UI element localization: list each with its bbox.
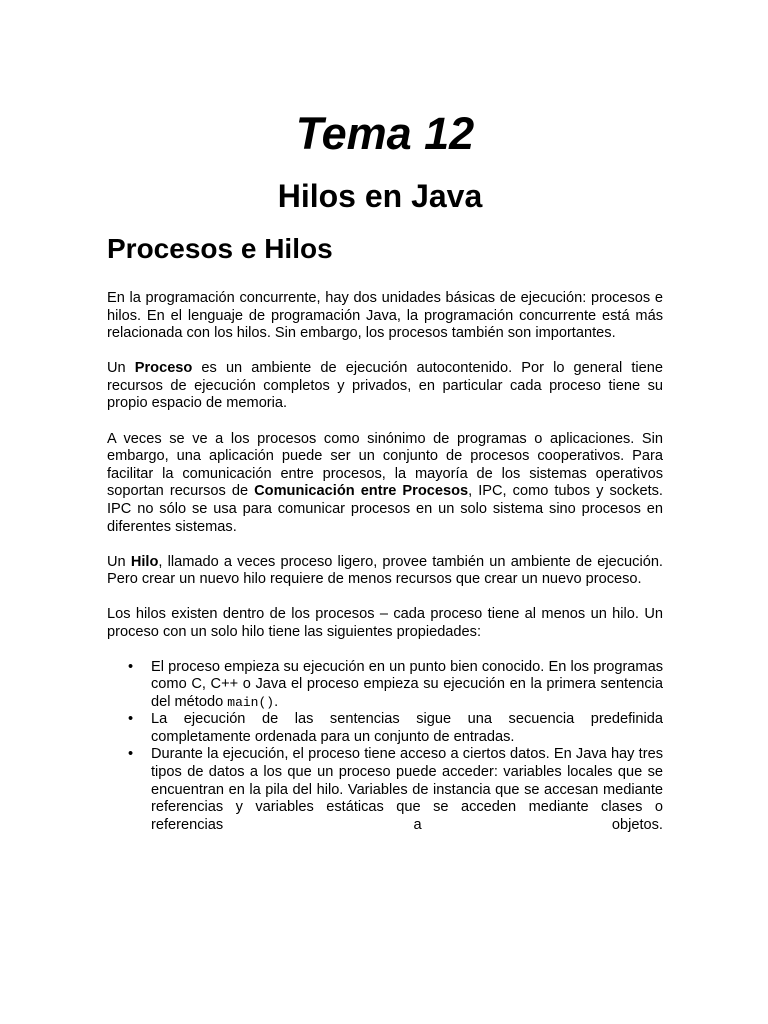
chapter-title: Tema 12 xyxy=(295,108,475,159)
paragraph-3 xyxy=(107,431,663,537)
properties-list xyxy=(107,659,663,835)
paragraph-2-rest: es un ambiente de ejecución autocontenido. Por lo general tiene recursos de ejecución completos y privados, en particular cada proceso tiene su propio espacio de memoria. xyxy=(107,360,663,412)
term-proceso: Proceso xyxy=(134,360,193,377)
paragraph-4-rest: , llamado a veces proceso ligero, provee también un ambiente de ejecución. Pero crear un nuevo hilo requiere de menos recursos que crear un nuevo proceso. xyxy=(107,553,663,588)
code-main: main() xyxy=(227,694,275,710)
bullet-icon: • xyxy=(128,746,134,763)
paragraph-3-lead: A veces se ve a los procesos como sinónimo de programas o aplicaciones. Sin embargo, una aplicación puede ser un conjunto de procesos cooperativos. Para facilitar la comunicación entre procesos, la mayoría de los sistemas operativos soportan recursos de xyxy=(107,430,663,500)
paragraph-1: En la programación concurrente, hay dos unidades básicas de ejecución: procesos e hilos. En el lenguaje de programación Java, la programación concurrente está más relacionada con los hilos. Sin embargo, los procesos también son importantes. xyxy=(107,290,663,342)
list-item xyxy=(107,659,663,712)
list-item xyxy=(107,711,663,746)
section-heading: Procesos e Hilos xyxy=(107,233,333,264)
list-item-text: Durante la ejecución, el proceso tiene acceso a ciertos datos. En Java hay tres tipos de datos a los que un proceso puede acceder: variables locales que se encuentran en la pila del hilo. Variables de instancia que se accesan mediante referencias y variables estáticas que se acceden mediante clases o referencias a objetos. xyxy=(151,746,663,833)
list-item-text: La ejecución de las sentencias sigue una secuencia predefinida completamente ordenada para un conjunto de entradas. xyxy=(151,711,663,745)
paragraph-4-lead: Un xyxy=(107,553,131,570)
bullet-icon: • xyxy=(128,711,134,728)
list-item-end: . xyxy=(274,693,279,710)
bullet-icon: • xyxy=(128,658,134,675)
paragraph-3-rest: , IPC, como tubos y sockets. IPC no sólo se usa para comunicar procesos en un solo sistema sino procesos en diferentes sistemas. xyxy=(107,483,663,535)
chapter-subtitle: Hilos en Java xyxy=(277,178,483,214)
body-text xyxy=(107,290,663,834)
term-hilo: Hilo xyxy=(130,553,159,570)
list-item-text: El proceso empieza su ejecución en un punto bien conocido. En los programas como C, C++ o Java el proceso empieza su ejecución en la primera sentencia del método xyxy=(151,658,663,710)
paragraph-5: Los hilos existen dentro de los procesos – cada proceso tiene al menos un hilo. Un proceso con un solo hilo tiene las siguientes propiedades: xyxy=(107,606,663,640)
term-ipc: Comunicación entre Procesos xyxy=(254,483,469,500)
list-item xyxy=(107,746,663,834)
paragraph-2-lead: Un xyxy=(107,360,135,377)
paragraph-4 xyxy=(107,554,663,589)
paragraph-2 xyxy=(107,360,663,413)
